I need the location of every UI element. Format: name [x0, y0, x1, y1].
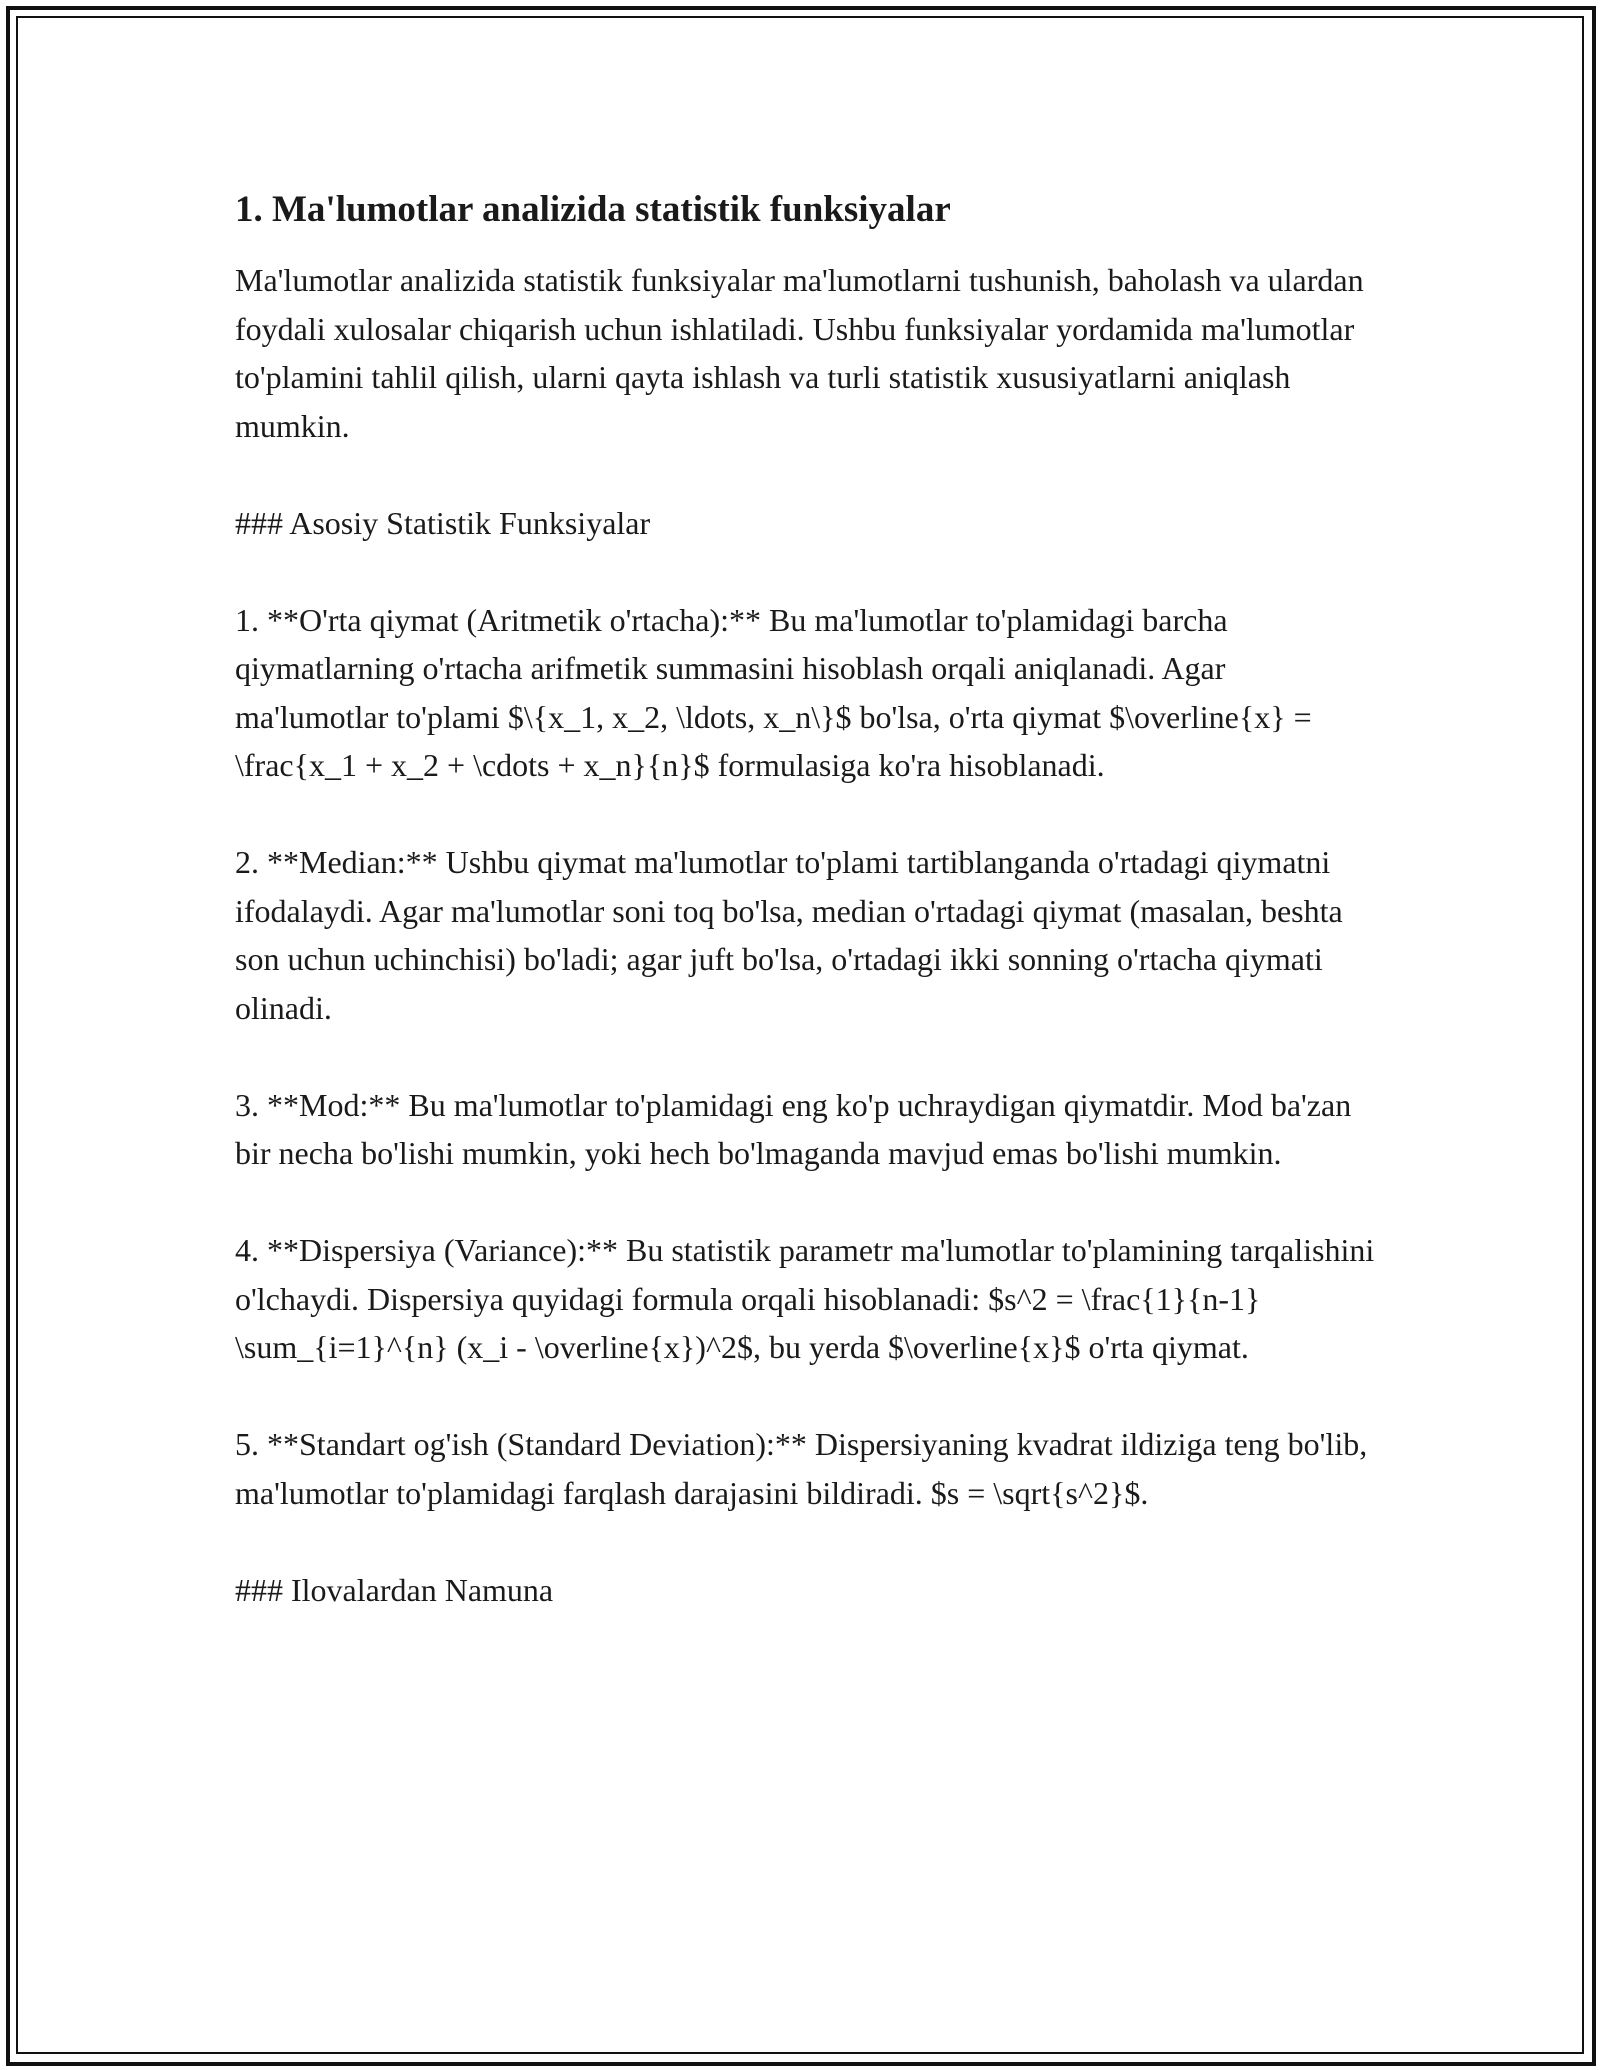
item-standard-deviation: 5. **Standart og'ish (Standard Deviation):** Dispersiyaning kvadrat ildiziga teng bo'lib, ma'lumotlar to'plamidagi farqlash darajasini bildiradi. $s = \sqrt{s^2}$.	[235, 1426, 1368, 1511]
item-mean: 1. **O'rta qiymat (Aritmetik o'rtacha):** Bu ma'lumotlar to'plamidagi barcha qiymatlarning o'rtacha arifmetik summasini hisoblash orqali aniqlanadi. Agar ma'lumotlar to'plami $\{x_1, x_2, \ldots, x_n\}$ bo'lsa, o'rta qiymat $\overline{x} = \frac{x_1 + x_2 + \cdots + x_n}{n}$ formulasiga ko'ra hisoblanadi.	[235, 601, 1312, 783]
section-heading-main-functions: ### Asosiy Statistik Funksiyalar	[235, 504, 651, 541]
item-variance: 4. **Dispersiya (Variance):** Bu statistik parametr ma'lumotlar to'plamining tarqalishini o'lchaydi. Dispersiya quyidagi formula orqali hisoblanadi: $s^2 = \frac{1}{n-1} \sum_{i=1}^{n} (x_i - \overline{x})^2$, bu yerda $\overline{x}$ o'rta qiymat.	[235, 1232, 1375, 1365]
item-median: 2. **Median:** Ushbu qiymat ma'lumotlar to'plami tartiblanganda o'rtadagi qiymatni ifodalaydi. Agar ma'lumotlar soni toq bo'lsa, median o'rtadagi qiymat (masalan, beshta son uchun uchinchisi) bo'ladi; agar juft bo'lsa, o'rtadagi ikki sonning o'rtacha qiymati olinadi.	[235, 844, 1343, 1026]
document-title: 1. Ma'lumotlar analizida statistik funksiyalar	[235, 189, 951, 230]
document-body	[235, 186, 1375, 1663]
item-mode: 3. **Mod:** Bu ma'lumotlar to'plamidagi eng ko'p uchraydigan qiymatdir. Mod ba'zan bir necha bo'lishi mumkin, yoki hech bo'lmaganda mavjud emas bo'lishi mumkin.	[235, 1086, 1352, 1171]
section-heading-examples: ### Ilovalardan Namuna	[235, 1571, 554, 1608]
intro-paragraph: Ma'lumotlar analizida statistik funksiyalar ma'lumotlarni tushunish, baholash va ulardan foydali xulosalar chiqarish uchun ishlatiladi. Ushbu funksiyalar yordamida ma'lumotlar to'plamini tahlil qilish, ularni qayta ishlash va turli statistik xususiyatlarni aniqlash mumkin.	[235, 262, 1364, 444]
